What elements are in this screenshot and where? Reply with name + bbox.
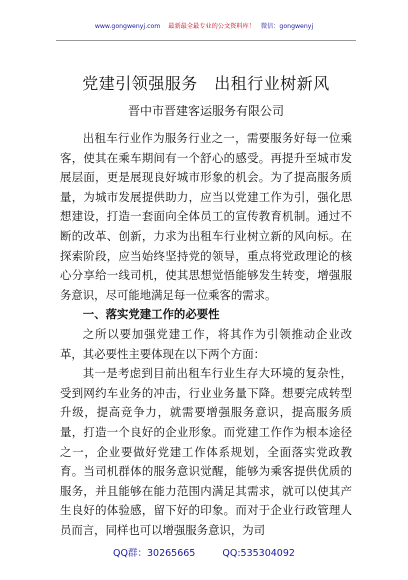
footer-qq-group: QQ群：30265665 [113, 548, 196, 559]
footer-bar [0, 548, 408, 560]
header-url-link[interactable]: www.gongwenyj.com [94, 23, 161, 30]
section-paragraph: 其一是考虑到目前出租车行业生存大环境的复杂性，受到网约车业务的冲击，行业业务量下降。想要完成转型升级，提高竞争力，就需要增强服务意识，提高服务质量，打造一个良好的企业形象。而党建工作作为根本途径之一，企业要做好党建工作体系规划，全面落实党政教育。当司机群体的服务意识觉醒，能够为乘客提供优质的服务，并且能够在能力范围内满足其需求，就可以使其产生良好的体验感，留下好的印象。而对于企业行政管理人员而言，同样也可以增强服务意识，为司 [60, 366, 352, 537]
header-slogan: 最新最全最专业的公文资料库！ [168, 23, 255, 30]
document-subtitle: 晋中市晋建客运服务有限公司 [127, 104, 284, 118]
section-heading: 一、落实党建工作的必要性 [82, 307, 220, 322]
header-wechat: 微信：gongwenyj [260, 23, 314, 30]
document-title: 党建引领强服务 出租行业树新风 [82, 74, 330, 93]
intro-paragraph: 出租车行业作为服务行业之一，需要服务好每一位乘客，使其在乘车期间有一个舒心的感受。再提升至城市发展层面，更是展现良好城市形象的机会。为了提高服务质量，为城市发展提供助力，应当以党建工作为引，强化思想建设，打造一套面向全体员工的宣传教育机制。通过不断的改革、创新，力求为出租车行业树立新的风向标。在探索阶段，应当始终坚持党的领导，重点将党政理论的核心分享给一线司机，使其思想觉悟能够发生转变，增强服务意识，尽可能地满足每一位乘客的需求。 [60, 131, 352, 302]
footer-qq: QQ:535304092 [222, 548, 295, 559]
document-body [60, 74, 352, 540]
header-divider [56, 40, 356, 41]
section-paragraph: 之所以要加强党建工作，将其作为引领推动企业改革，其必要性主要体现在以下两个方面： [60, 326, 352, 361]
header-bar [0, 22, 408, 32]
